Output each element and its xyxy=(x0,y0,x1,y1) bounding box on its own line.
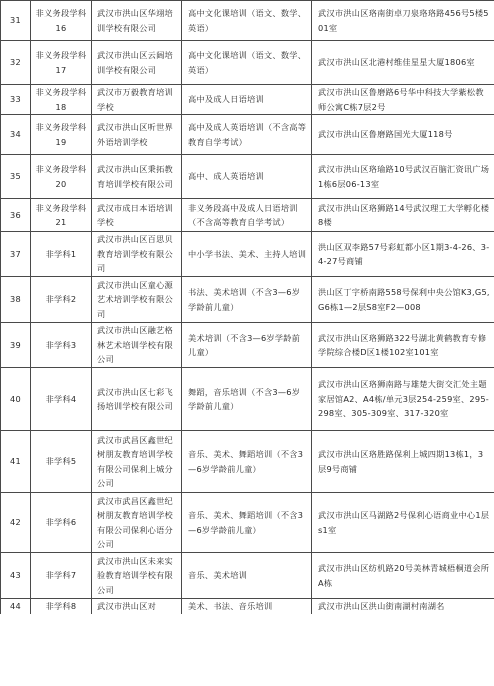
category-cell: 非学科7 xyxy=(31,553,92,599)
row-number-cell: 43 xyxy=(1,553,31,599)
table-row xyxy=(1,277,494,323)
address-cell: 武汉市洪山区珞狮路14号武汉理工大学孵化楼8楼 xyxy=(312,199,494,232)
training-scope-cell: 高中文化课培训（语文、数学、英语） xyxy=(182,1,312,41)
training-scope-cell: 中小学书法、美术、主持人培训 xyxy=(182,232,312,277)
institution-name-cell: 武汉市万毅教育培训学校 xyxy=(92,85,182,115)
training-scope-cell: 美术、书法、音乐培训 xyxy=(182,599,312,614)
row-number-cell: 36 xyxy=(1,199,31,232)
category-cell: 非学科5 xyxy=(31,431,92,493)
row-number-cell: 44 xyxy=(1,599,31,614)
training-scope-cell: 高中文化课培训（语文、数学、英语） xyxy=(182,41,312,85)
institution-name-cell: 武汉市洪山区秉拓教育培训学校有限公司 xyxy=(92,155,182,199)
category-cell: 非义务段学科18 xyxy=(31,85,92,115)
training-scope-cell: 非义务段高中及成人日语培训（不含高等教育自学考试） xyxy=(182,199,312,232)
category-cell: 非学科4 xyxy=(31,368,92,431)
category-cell: 非学科6 xyxy=(31,493,92,553)
table-row xyxy=(1,323,494,368)
address-cell: 武汉市洪山区纺机路20号美林青城梧桐道会所A栋 xyxy=(312,553,494,599)
address-cell: 武汉市洪山区洪山街南湖村南湖名 xyxy=(312,599,494,614)
institution-name-cell: 武汉市洪山区听世界外语培训学校 xyxy=(92,115,182,155)
row-number-cell: 35 xyxy=(1,155,31,199)
category-cell: 非义务段学科17 xyxy=(31,41,92,85)
address-cell: 武汉市洪山区珞狮路322号湖北黄鹤教育专修学院综合楼D区1楼102室101室 xyxy=(312,323,494,368)
row-number-cell: 37 xyxy=(1,232,31,277)
row-number-cell: 34 xyxy=(1,115,31,155)
table-row xyxy=(1,41,494,85)
institution-name-cell: 武汉市洪山区童心源艺术培训学校有限公司 xyxy=(92,277,182,323)
table-row xyxy=(1,553,494,599)
address-cell: 洪山区丁字桥南路558号保利中央公馆K3,G5,G6栋1—2层S8室F2—008 xyxy=(312,277,494,323)
institution-name-cell: 武汉市洪山区七彩飞扬培训学校有限公司 xyxy=(92,368,182,431)
address-cell: 武汉市洪山区鲁磨路6号华中科技大学紫松教师公寓C栋7层2号 xyxy=(312,85,494,115)
training-scope-cell: 美术培训（不含3—6岁学龄前儿童） xyxy=(182,323,312,368)
category-cell: 非学科8 xyxy=(31,599,92,614)
institution-name-cell: 武汉市洪山区华翊培训学校有限公司 xyxy=(92,1,182,41)
table-row xyxy=(1,599,494,614)
table-row xyxy=(1,1,494,41)
table-row xyxy=(1,232,494,277)
row-number-cell: 33 xyxy=(1,85,31,115)
table-body xyxy=(1,1,494,614)
institution-name-cell: 武汉市洪山区未来实验教育培训学校有限公司 xyxy=(92,553,182,599)
address-cell: 洪山区双李路57号彩虹都小区1期3-4-26、3-4-27号商铺 xyxy=(312,232,494,277)
institution-name-cell: 武汉市洪山区云阔培训学校有限公司 xyxy=(92,41,182,85)
category-cell: 非学科2 xyxy=(31,277,92,323)
training-scope-cell: 高中及成人日语培训 xyxy=(182,85,312,115)
category-cell: 非义务段学科19 xyxy=(31,115,92,155)
institution-name-cell: 武汉市洪山区百思贝教育培训学校有限公司 xyxy=(92,232,182,277)
table-row xyxy=(1,431,494,493)
address-cell: 武汉市洪山区珞狮南路与雄楚大街交汇处主题家居馆A2、A4栋/单元3层254-259室、295-298室、305-309室、317-320室 xyxy=(312,368,494,431)
table-row xyxy=(1,199,494,232)
institution-name-cell: 武汉市武昌区鑫世纪树朋友教育培训学校有限公司保利心语分公司 xyxy=(92,493,182,553)
row-number-cell: 39 xyxy=(1,323,31,368)
table-row xyxy=(1,493,494,553)
category-cell: 非学科1 xyxy=(31,232,92,277)
row-number-cell: 42 xyxy=(1,493,31,553)
address-cell: 武汉市洪山区马湖路2号保利心语商业中心1层s1室 xyxy=(312,493,494,553)
address-cell: 武汉市洪山区北港村维佳星星大厦1806室 xyxy=(312,41,494,85)
table-row xyxy=(1,115,494,155)
row-number-cell: 32 xyxy=(1,41,31,85)
address-cell: 武汉市洪山区珞瑜路10号武汉百脑汇资讯广场1栋6层06-13室 xyxy=(312,155,494,199)
training-scope-cell: 高中及成人英语培训（不含高等教育自学考试） xyxy=(182,115,312,155)
category-cell: 非义务段学科20 xyxy=(31,155,92,199)
training-scope-cell: 音乐、美术、舞蹈培训（不含3—6岁学龄前儿童） xyxy=(182,493,312,553)
training-scope-cell: 舞蹈，音乐培训（不含3—6岁学龄前儿童） xyxy=(182,368,312,431)
address-cell: 武汉市洪山区珞南街卓刀泉珞珞路456号5楼501室 xyxy=(312,1,494,41)
training-scope-cell: 高中、成人英语培训 xyxy=(182,155,312,199)
category-cell: 非义务段学科16 xyxy=(31,1,92,41)
institution-name-cell: 武汉市洪山区对 xyxy=(92,599,182,614)
address-cell: 武汉市洪山区鲁磨路国光大厦118号 xyxy=(312,115,494,155)
training-scope-cell: 音乐、美术培训 xyxy=(182,553,312,599)
institution-name-cell: 武汉市成日本语培训学校 xyxy=(92,199,182,232)
row-number-cell: 41 xyxy=(1,431,31,493)
table-row xyxy=(1,85,494,115)
training-scope-cell: 书法、美术培训（不含3—6岁学龄前儿童） xyxy=(182,277,312,323)
table-row xyxy=(1,368,494,431)
row-number-cell: 38 xyxy=(1,277,31,323)
training-scope-cell: 音乐、美术、舞蹈培训（不含3—6岁学龄前儿童） xyxy=(182,431,312,493)
address-cell: 武汉市洪山区珞胜路保利上城四期13栋1，3层9号商铺 xyxy=(312,431,494,493)
institution-name-cell: 武汉市洪山区融艺格林艺术培训学校有限公司 xyxy=(92,323,182,368)
institution-name-cell: 武汉市武昌区鑫世纪树朋友教育培训学校有限公司保利上城分公司 xyxy=(92,431,182,493)
table-row xyxy=(1,155,494,199)
row-number-cell: 40 xyxy=(1,368,31,431)
category-cell: 非义务段学科21 xyxy=(31,199,92,232)
row-number-cell: 31 xyxy=(1,1,31,41)
category-cell: 非学科3 xyxy=(31,323,92,368)
